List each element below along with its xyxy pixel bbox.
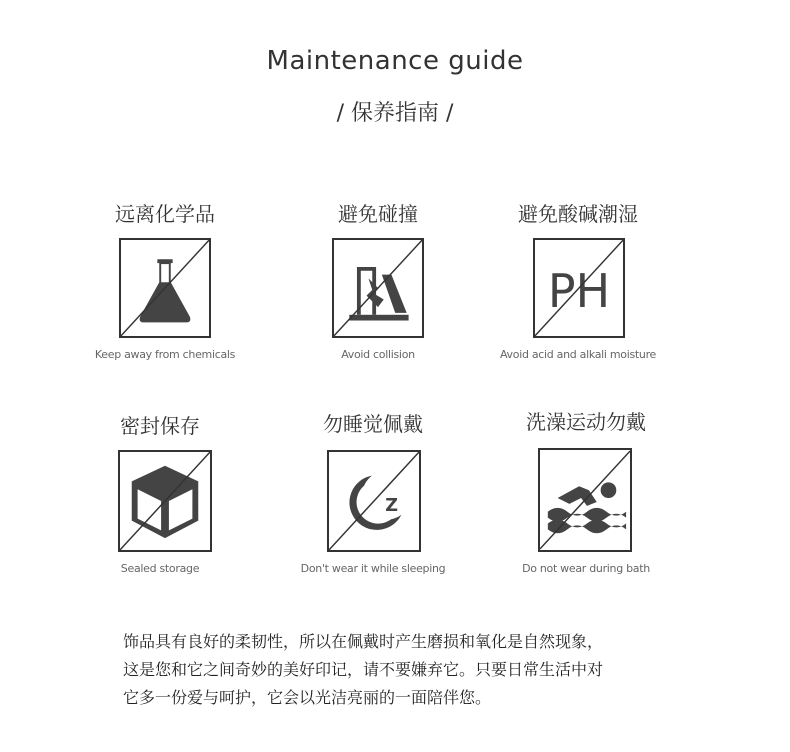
guide-item-title: 避免碰撞 bbox=[338, 202, 418, 226]
page-subtitle: / 保养指南 / bbox=[336, 101, 454, 126]
guide-item-title: 远离化学品 bbox=[115, 202, 215, 226]
guide-item-caption: Avoid collision bbox=[341, 348, 415, 361]
guide-item-caption: Keep away from chemicals bbox=[94, 348, 236, 361]
guide-item-collision bbox=[278, 200, 478, 361]
moon-sleep-icon bbox=[329, 452, 419, 550]
guide-item-bath bbox=[486, 408, 686, 575]
guide-item-title: 避免酸碱潮湿 bbox=[518, 202, 638, 226]
box-icon bbox=[120, 452, 210, 550]
guide-item-caption: Avoid acid and alkali moisture bbox=[499, 348, 657, 361]
icon-frame bbox=[538, 448, 632, 552]
icon-frame bbox=[533, 238, 625, 338]
care-paragraph bbox=[123, 628, 683, 712]
guide-item-caption: Do not wear during bath bbox=[522, 562, 650, 575]
swimmer-icon bbox=[540, 450, 630, 550]
guide-item-caption: Sealed storage bbox=[120, 562, 200, 575]
collision-icon bbox=[334, 240, 422, 336]
guide-item-sleeping bbox=[273, 410, 473, 575]
ph-icon bbox=[535, 240, 623, 336]
guide-item-chemicals bbox=[65, 200, 265, 361]
guide-item-sealed bbox=[60, 412, 260, 575]
guide-item-title: 密封保存 bbox=[120, 414, 200, 438]
guide-item-title: 洗澡运动勿戴 bbox=[526, 410, 646, 434]
guide-item-caption: Don't wear it while sleeping bbox=[300, 562, 446, 575]
sleep-label: Z bbox=[385, 495, 398, 516]
page-title: Maintenance guide bbox=[266, 46, 524, 76]
flask-icon bbox=[121, 240, 209, 336]
paragraph-line: 饰品具有良好的柔韧性，所以在佩戴时产生磨损和氧化是自然现象， bbox=[123, 632, 604, 651]
guide-item-ph bbox=[478, 200, 678, 361]
paragraph-line: 这是您和它之间奇妙的美好印记，请不要嫌弃它。只要日常生活中对 bbox=[123, 660, 604, 679]
icon-frame bbox=[118, 450, 212, 552]
guide-item-title: 勿睡觉佩戴 bbox=[323, 412, 423, 436]
paragraph-line: 它多一份爱与呵护，它会以光洁亮丽的一面陪伴您。 bbox=[123, 688, 492, 707]
icon-frame bbox=[119, 238, 211, 338]
icon-frame bbox=[327, 450, 421, 552]
ph-label: PH bbox=[547, 264, 611, 319]
icon-frame bbox=[332, 238, 424, 338]
